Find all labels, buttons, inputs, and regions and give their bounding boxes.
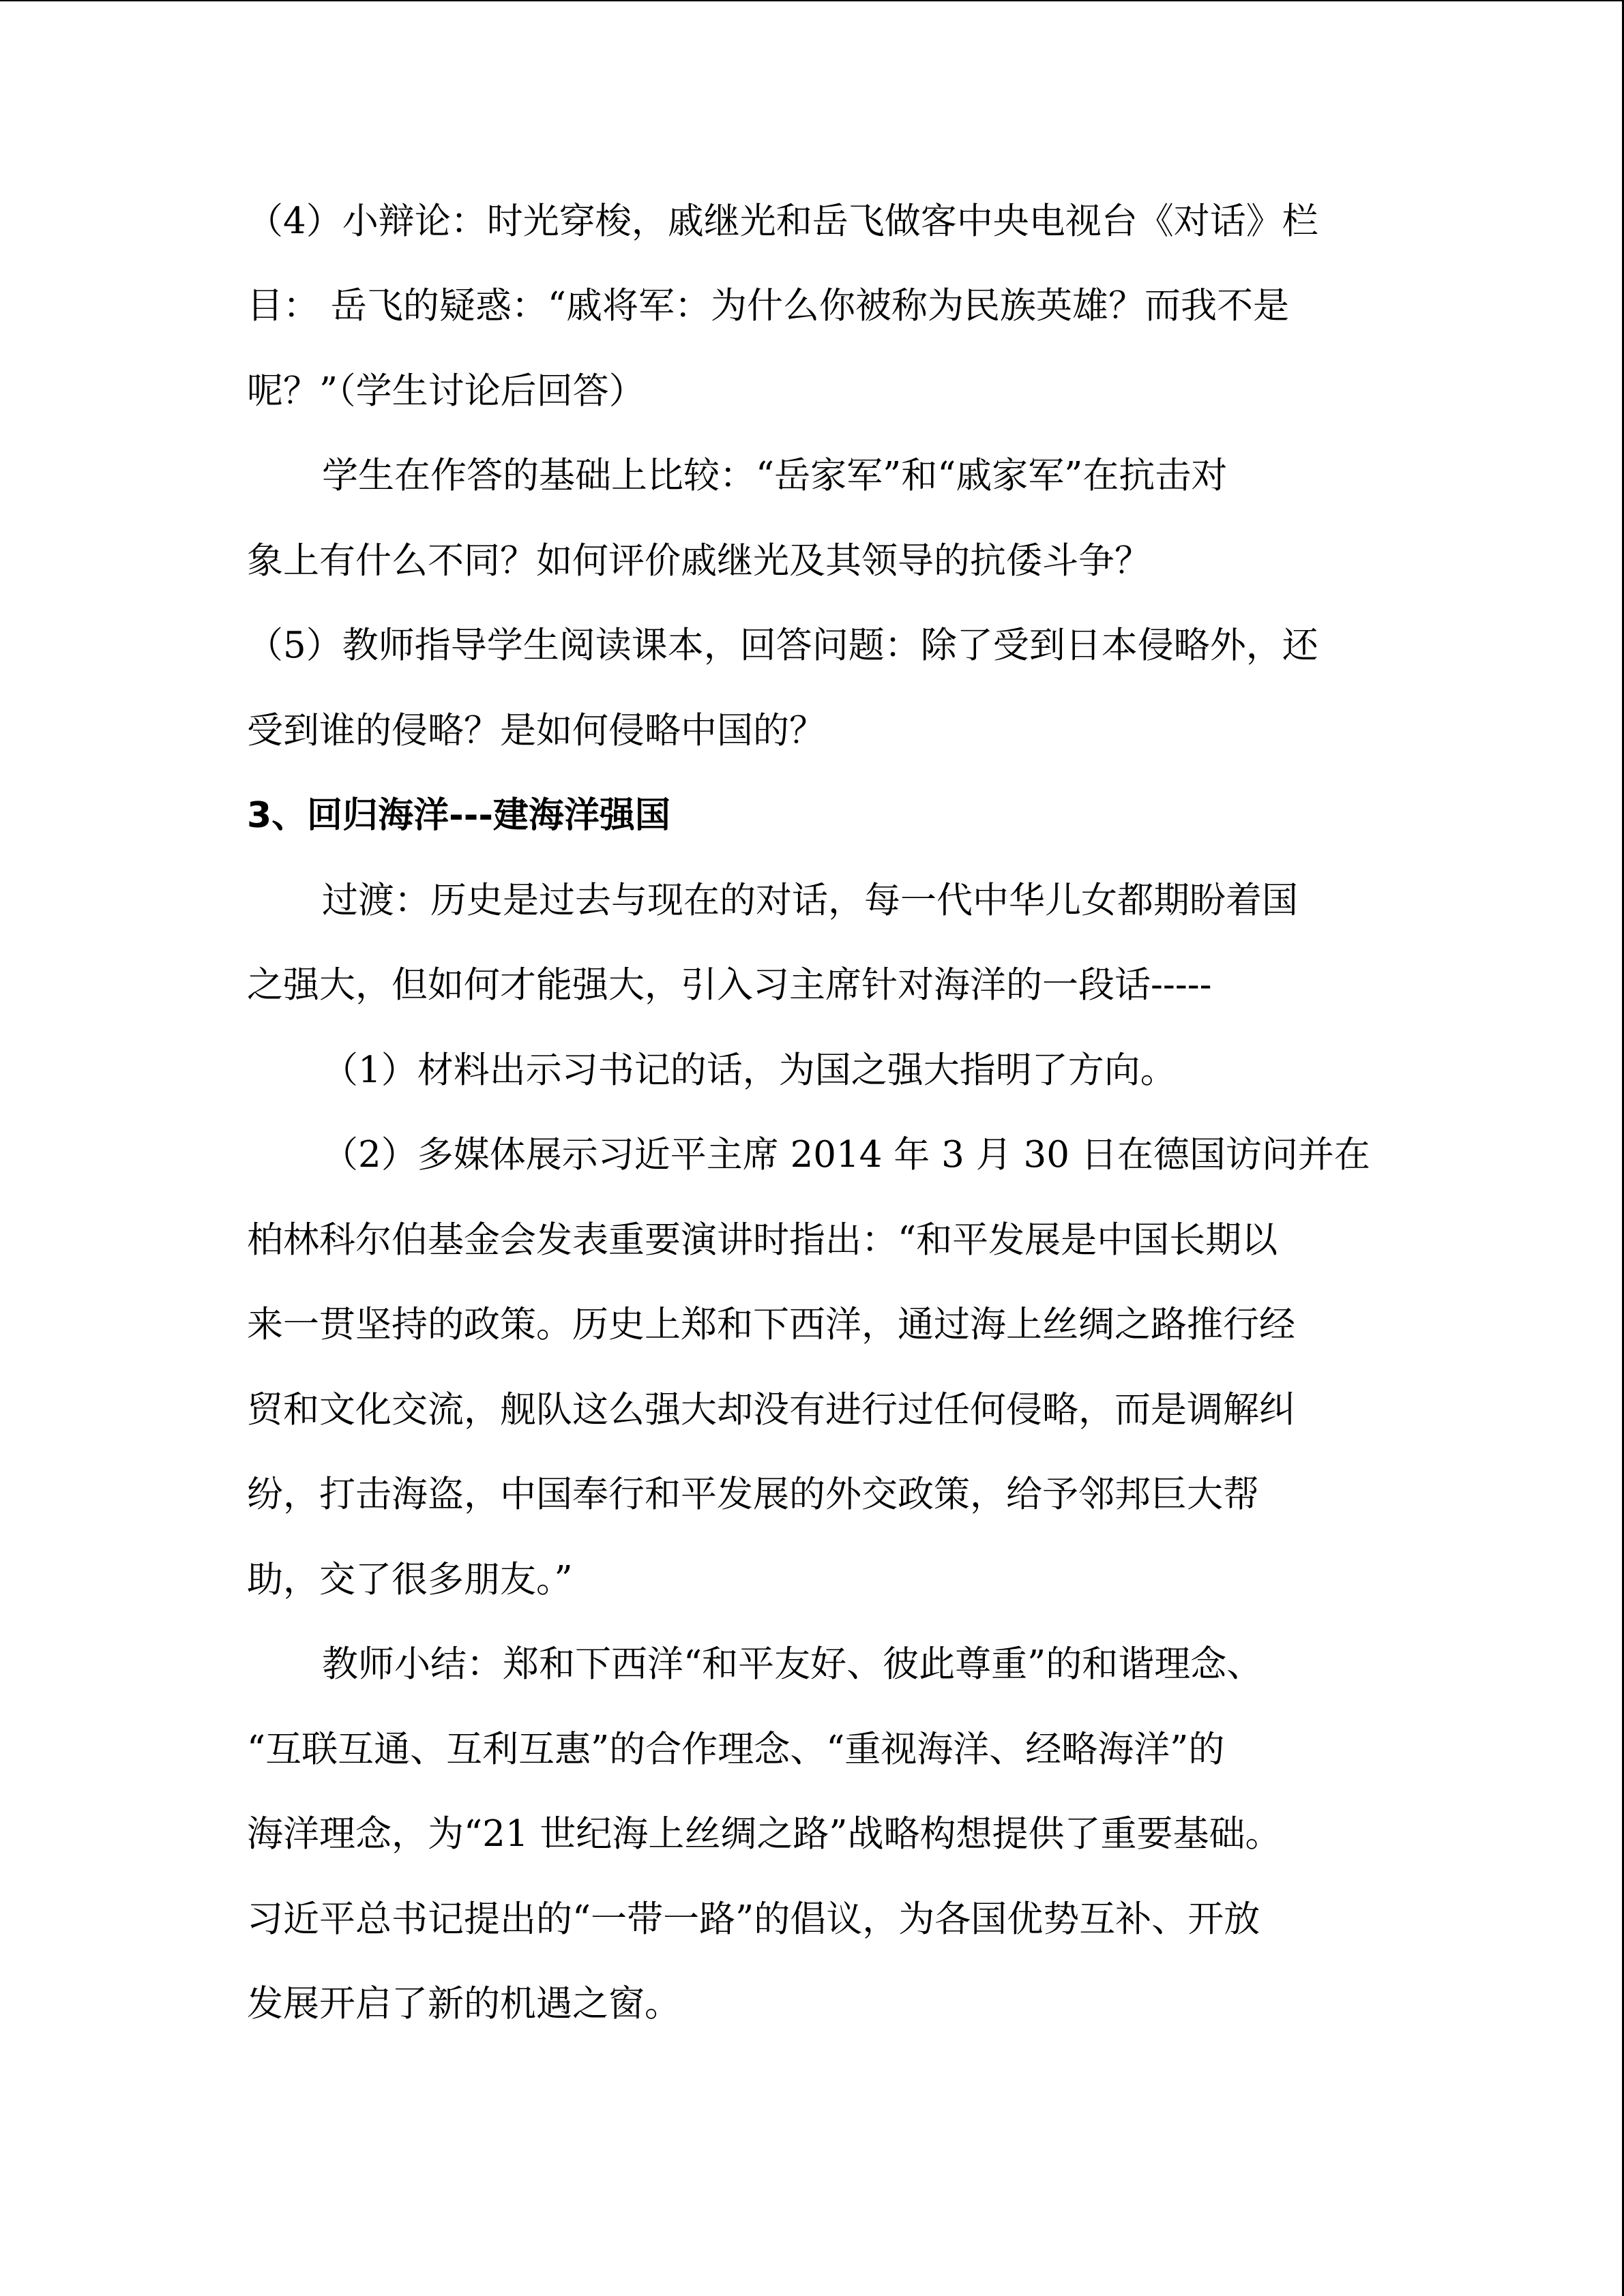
text-line: 过渡：历史是过去与现在的对话，每一代中华儿女都期盼着国 [322,880,1298,921]
text-line: 贸和文化交流，舰队这么强大却没有进行过任何侵略，而是调解纠 [247,1389,1295,1431]
text-line: 海洋理念，为“21 世纪海上丝绸之路”战略构想提供了重要基础。 [247,1813,1282,1855]
text-line: （2）多媒体展示习近平主席 2014 年 3 月 30 日在德国访问并在 [322,1134,1370,1176]
section-heading: 3、回归海洋---建海洋强国 [247,795,670,836]
text-line: （1）材料出示习书记的话，为国之强大指明了方向。 [322,1049,1177,1091]
text-line: 之强大，但如何才能强大，引入习主席针对海洋的一段话----- [247,964,1212,1006]
text-line: 呢？”（学生讨论后回答） [247,370,645,412]
text-line: 习近平总书记提出的“一带一路”的倡议，为各国优势互补、开放 [247,1898,1260,1940]
text-line: 受到谁的侵略？是如何侵略中国的？ [247,710,825,751]
text-line: 纷，打击海盗，中国奉行和平发展的外交政策，给予邻邦巨大帮 [247,1474,1259,1515]
text-line: 来一贯坚持的政策。历史上郑和下西洋，通过海上丝绸之路推行经 [247,1304,1295,1345]
text-line: 教师小结：郑和下西洋“和平友好、彼此尊重”的和谐理念、 [322,1643,1263,1685]
text-line: 柏林科尔伯基金会发表重要演讲时指出：“和平发展是中国长期以 [247,1219,1278,1261]
text-line: 目： 岳飞的疑惑：“戚将军：为什么你被称为民族英雄？而我不是 [247,285,1289,327]
text-line: （5）教师指导学生阅读课本，回答问题：除了受到日本侵略外，还 [247,625,1318,666]
text-line: （4）小辩论：时光穿梭，戚继光和岳飞做客中央电视台《对话》栏 [247,200,1318,242]
page-border-top [0,0,1624,1]
text-line: 学生在作答的基础上比较：“岳家军”和“戚家军”在抗击对 [322,455,1228,496]
text-line: 助，交了很多朋友。” [247,1559,573,1600]
text-line: 象上有什么不同？如何评价戚继光及其领导的抗倭斗争？ [247,540,1151,582]
text-line: “互联互通、互利互惠”的合作理念、“重视海洋、经略海洋”的 [247,1729,1225,1770]
text-line: 发展开启了新的机遇之窗。 [247,1983,681,2025]
